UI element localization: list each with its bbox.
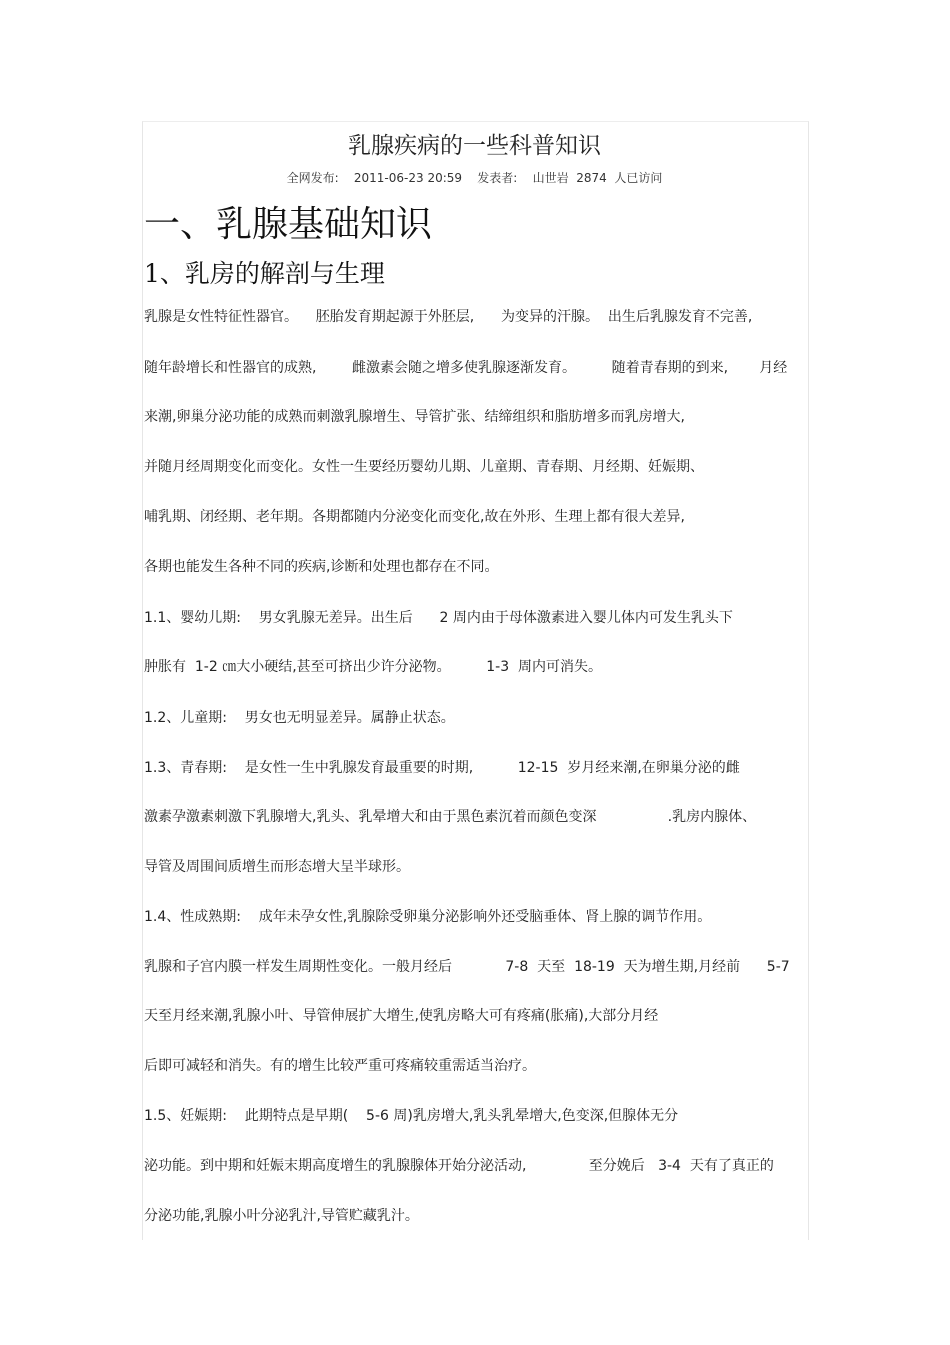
article-meta: 全网发布: 2011-06-23 20:59 发表者: 山世岩 2874 人已访问 (286, 171, 663, 185)
body-line: 并随月经周期变化而变化。女性一生要经历婴幼儿期、儿童期、青春期、月经期、妊娠期、 (144, 459, 704, 475)
article-title: 乳腺疾病的一些科普知识 (348, 133, 601, 159)
body-line: 分泌功能,乳腺小叶分泌乳汁,导管贮藏乳汁。 (144, 1208, 419, 1224)
body-line: 随年龄增长和性器官的成熟, 雌激素会随之增多使乳腺逐渐发育。 随着青春期的到来, 月经 (144, 360, 788, 376)
body-line: 1.1、婴幼儿期: 男女乳腺无差异。出生后 2 周内由于母体激素进入婴儿体内可发生乳头下 (144, 610, 733, 626)
body-line: 哺乳期、闭经期、老年期。各期都随内分泌变化而变化,故在外形、生理上都有很大差异, (144, 509, 685, 525)
section-heading: 一、乳腺基础知识 (144, 204, 433, 245)
body-line: 1.4、性成熟期: 成年未孕女性,乳腺除受卵巢分泌影响外还受脑垂体、肾上腺的调节作用。 (144, 909, 712, 925)
body-line: 来潮,卵巢分泌功能的成熟而刺激乳腺增生、导管扩张、结缔组织和脂肪增多而乳房增大, (144, 409, 685, 425)
body-line: 各期也能发生各种不同的疾病,诊断和处理也都存在不同。 (144, 559, 499, 575)
body-line: 肿胀有 1-2 ㎝大小硬结,甚至可挤出少许分泌物。 1-3 周内可消失。 (144, 659, 603, 675)
body-line: 后即可减轻和消失。有的增生比较严重可疼痛较重需适当治疗。 (144, 1058, 536, 1074)
body-line: 导管及周围间质增生而形态增大呈半球形。 (144, 859, 410, 875)
body-line: 乳腺和子宫内膜一样发生周期性变化。一般月经后 7-8 天至 18-19 天为增生期,月经前 5-7 (144, 959, 790, 975)
body-line: 乳腺是女性特征性器官。 胚胎发育期起源于外胚层, 为变异的汗腺。 出生后乳腺发育不完善, (144, 309, 753, 325)
body-line: 天至月经来潮,乳腺小叶、导管伸展扩大增生,使乳房略大可有疼痛(胀痛),大部分月经 (144, 1008, 659, 1024)
body-line: 泌功能。到中期和妊娠末期高度增生的乳腺腺体开始分泌活动, 至分娩后 3-4 天有了真正的 (144, 1158, 774, 1174)
body-line: 激素孕激素刺激下乳腺增大,乳头、乳晕增大和由于黑色素沉着而颜色变深 .乳房内腺体、 (144, 809, 757, 825)
body-line: 1.5、妊娠期: 此期特点是早期( 5-6 周)乳房增大,乳头乳晕增大,色变深,但腺体无分 (144, 1108, 679, 1124)
subsection-heading: 1、乳房的解剖与生理 (144, 259, 385, 288)
body-line: 1.2、儿童期: 男女也无明显差异。属静止状态。 (144, 710, 455, 726)
body-line: 1.3、青春期: 是女性一生中乳腺发育最重要的时期, 12-15 岁月经来潮,在卵巢分泌的雌 (144, 760, 740, 776)
